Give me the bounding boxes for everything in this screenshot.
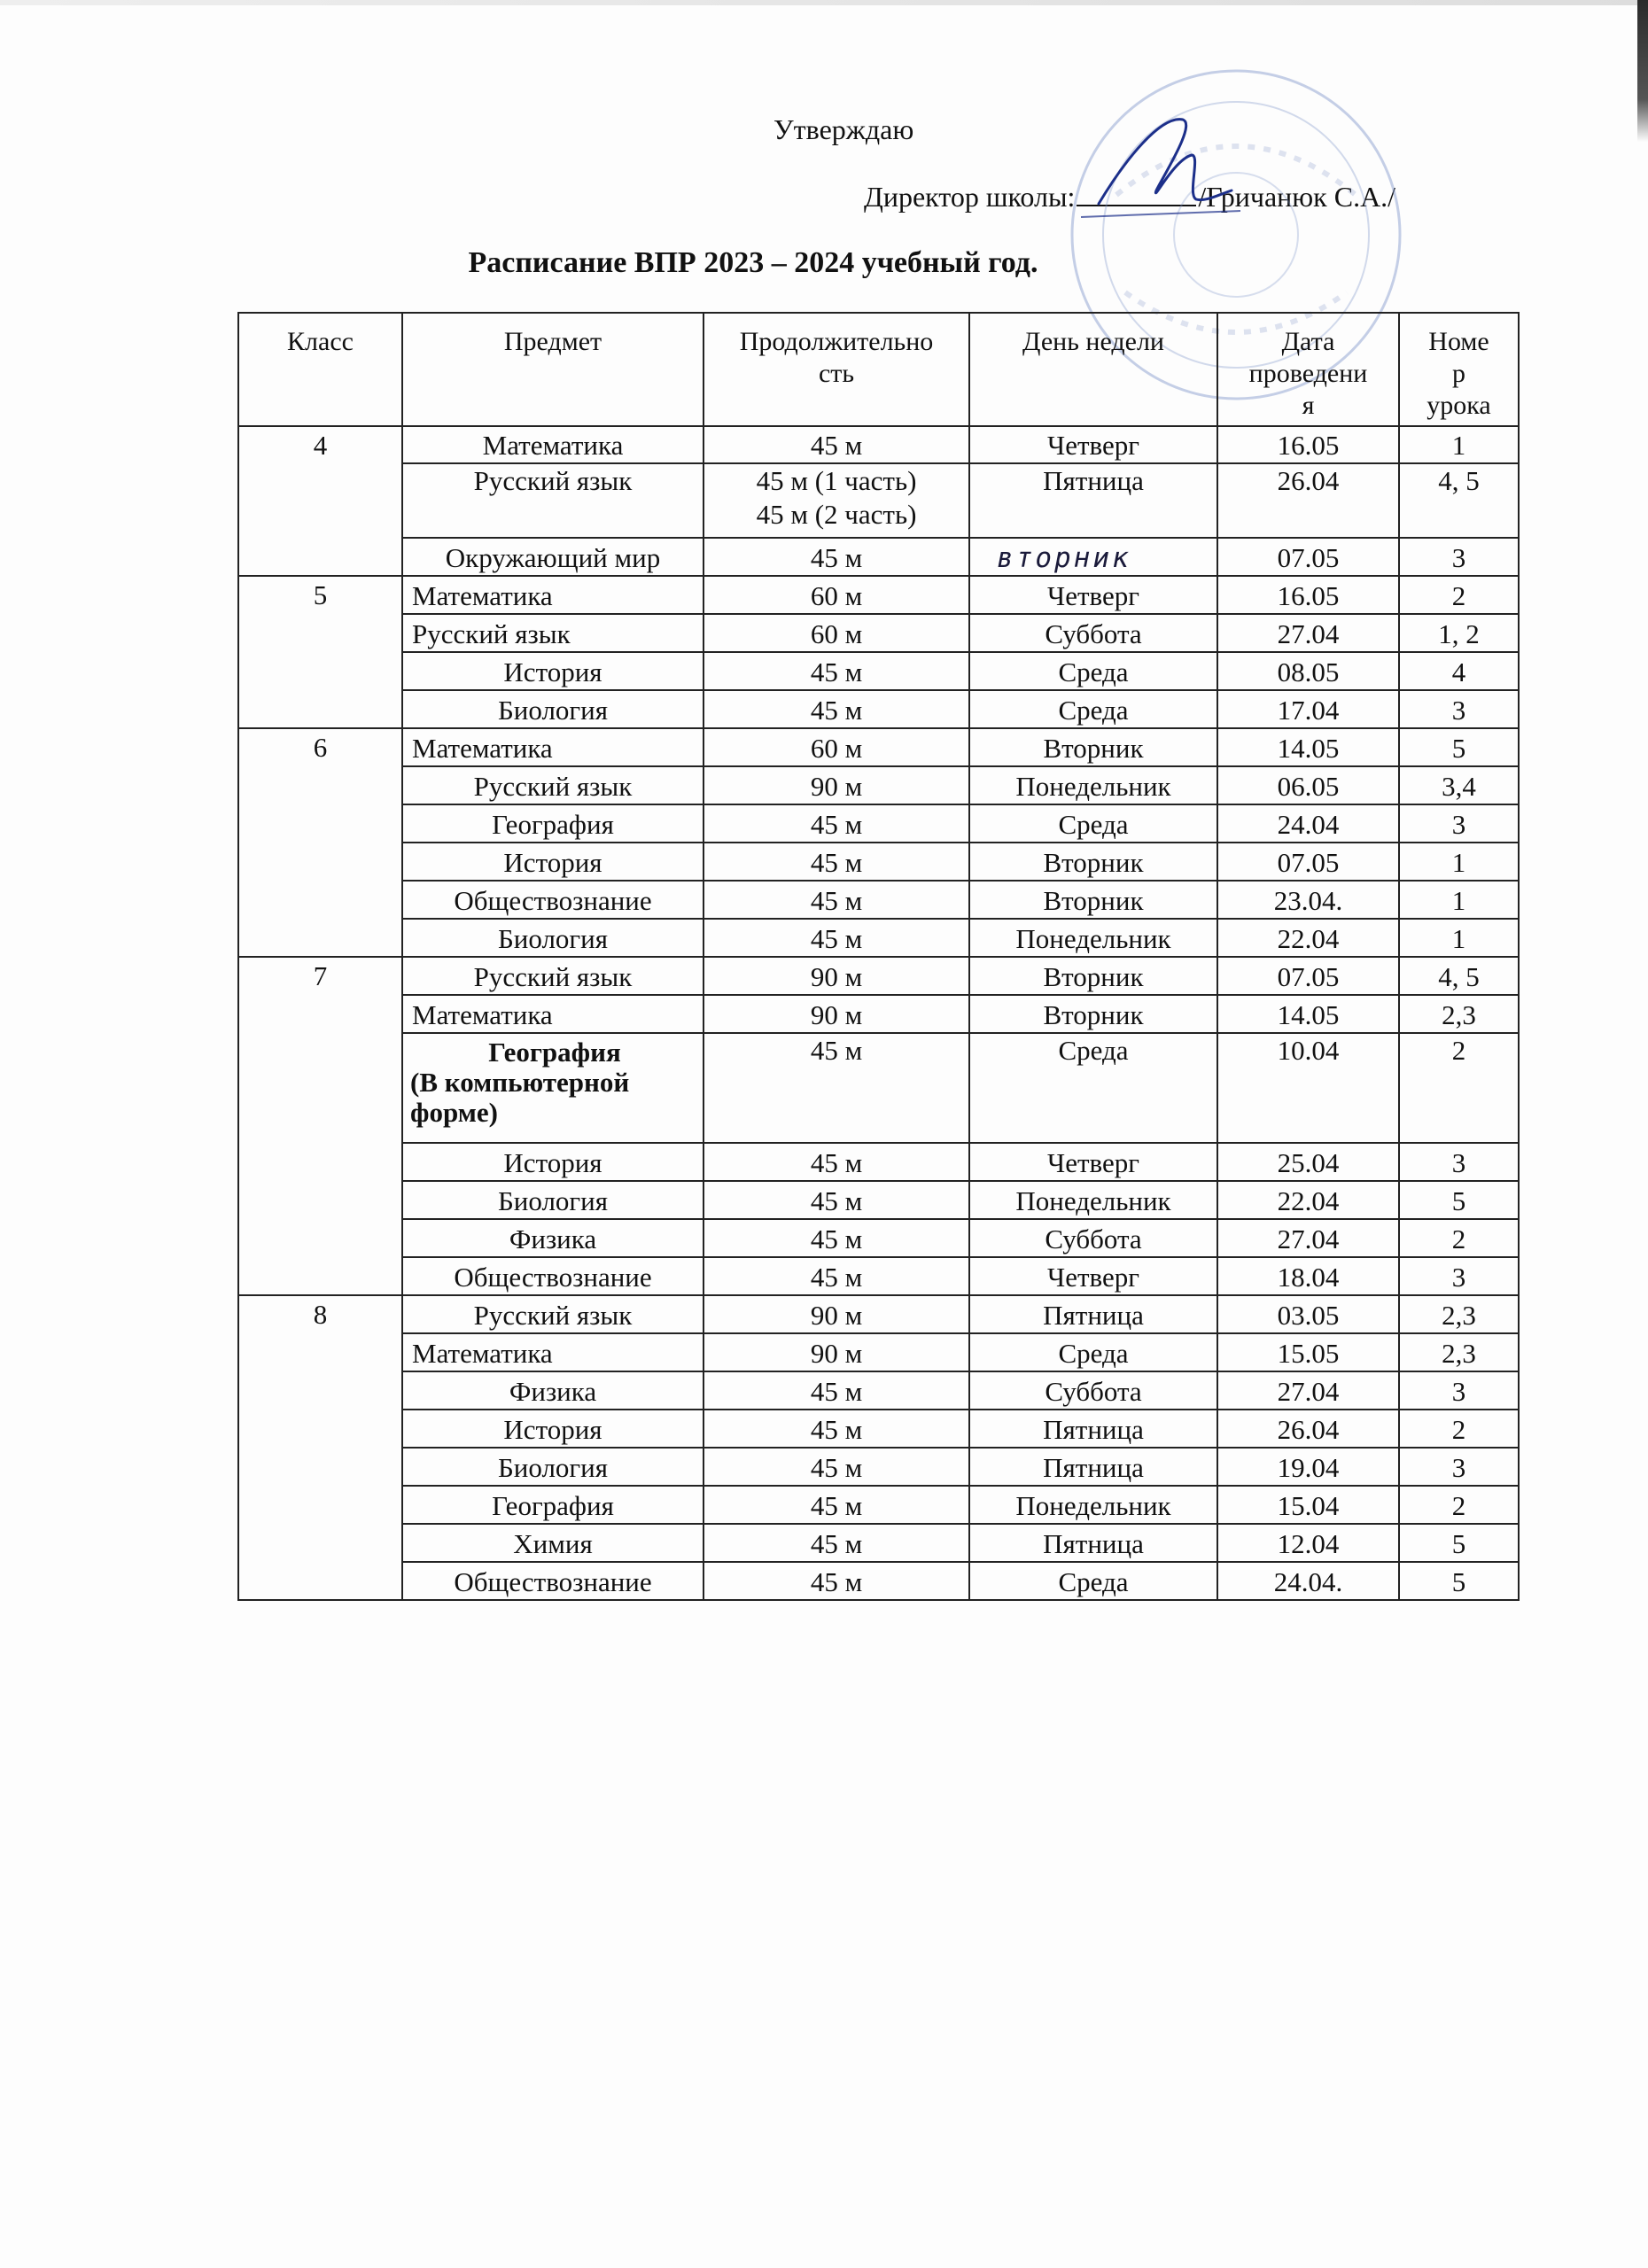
day-cell-handwritten: вторник bbox=[969, 538, 1217, 576]
director-label: Директор школы: bbox=[864, 181, 1076, 213]
duration-cell: 90 м bbox=[704, 957, 969, 995]
date-cell: 14.05 bbox=[1217, 728, 1399, 766]
duration-cell: 60 м bbox=[704, 614, 969, 652]
subject-cell: История bbox=[402, 1410, 704, 1448]
lesson-cell: 2 bbox=[1399, 1033, 1519, 1143]
duration-cell: 45 м bbox=[704, 652, 969, 690]
lesson-cell: 5 bbox=[1399, 728, 1519, 766]
date-cell: 24.04 bbox=[1217, 804, 1399, 843]
day-cell: Вторник bbox=[969, 995, 1217, 1033]
lesson-cell: 3,4 bbox=[1399, 766, 1519, 804]
table-row bbox=[238, 1562, 1519, 1600]
lesson-cell: 5 bbox=[1399, 1562, 1519, 1600]
lesson-cell: 2,3 bbox=[1399, 1295, 1519, 1333]
day-cell: Пятница bbox=[969, 1410, 1217, 1448]
grade-cell: 4 bbox=[238, 426, 402, 576]
date-cell: 15.05 bbox=[1217, 1333, 1399, 1371]
table-row bbox=[238, 1257, 1519, 1295]
table-row bbox=[238, 766, 1519, 804]
lesson-cell: 2,3 bbox=[1399, 995, 1519, 1033]
table-row bbox=[238, 1295, 1519, 1333]
subject-cell: Обществознание bbox=[402, 1562, 704, 1600]
table-row bbox=[238, 1486, 1519, 1524]
subject-cell: Биология bbox=[402, 1448, 704, 1486]
scan-top-edge bbox=[0, 0, 1648, 5]
duration-cell: 90 м bbox=[704, 1333, 969, 1371]
lesson-cell: 3 bbox=[1399, 1257, 1519, 1295]
day-cell: Вторник bbox=[969, 957, 1217, 995]
lesson-cell: 4, 5 bbox=[1399, 957, 1519, 995]
table-row bbox=[238, 804, 1519, 843]
day-cell: Пятница bbox=[969, 1295, 1217, 1333]
duration-cell: 45 м bbox=[704, 1562, 969, 1600]
date-cell: 15.04 bbox=[1217, 1486, 1399, 1524]
date-cell: 26.04 bbox=[1217, 1410, 1399, 1448]
subject-cell: Химия bbox=[402, 1524, 704, 1562]
day-cell: Суббота bbox=[969, 1371, 1217, 1410]
subject-cell: Математика bbox=[402, 1333, 704, 1371]
subject-cell: Обществознание bbox=[402, 1257, 704, 1295]
table-row bbox=[238, 1219, 1519, 1257]
duration-cell: 45 м bbox=[704, 843, 969, 881]
date-cell: 27.04 bbox=[1217, 614, 1399, 652]
date-cell: 19.04 bbox=[1217, 1448, 1399, 1486]
date-cell: 27.04 bbox=[1217, 1219, 1399, 1257]
duration-cell: 90 м bbox=[704, 995, 969, 1033]
subject-cell: Русский язык bbox=[402, 1295, 704, 1333]
duration-cell: 45 м bbox=[704, 881, 969, 919]
duration-cell: 45 м bbox=[704, 1371, 969, 1410]
day-cell: Вторник bbox=[969, 728, 1217, 766]
duration-cell: 45 м bbox=[704, 690, 969, 728]
date-cell: 14.05 bbox=[1217, 995, 1399, 1033]
date-cell: 22.04 bbox=[1217, 1181, 1399, 1219]
subject-cell: Русский язык bbox=[402, 957, 704, 995]
lesson-cell: 2 bbox=[1399, 1410, 1519, 1448]
subject-cell: Русский язык bbox=[402, 463, 704, 538]
duration-cell: 60 м bbox=[704, 728, 969, 766]
duration-cell: 45 м bbox=[704, 1486, 969, 1524]
table-row bbox=[238, 614, 1519, 652]
day-cell: Четверг bbox=[969, 426, 1217, 463]
duration-cell: 45 м bbox=[704, 919, 969, 957]
subject-cell: Русский язык bbox=[402, 766, 704, 804]
subject-cell: Обществознание bbox=[402, 881, 704, 919]
duration-cell: 45 м bbox=[704, 1143, 969, 1181]
table-row bbox=[238, 843, 1519, 881]
lesson-cell: 3 bbox=[1399, 538, 1519, 576]
duration-cell: 45 м bbox=[704, 1181, 969, 1219]
day-cell: Четверг bbox=[969, 1257, 1217, 1295]
subject-cell: Биология bbox=[402, 1181, 704, 1219]
vpr-schedule-table bbox=[237, 312, 1520, 1601]
subject-cell-computer-form: География (В компьютерной форме) bbox=[402, 1033, 704, 1143]
header-lesson: Номе р урока bbox=[1399, 313, 1519, 426]
table-row bbox=[238, 538, 1519, 576]
table-header-row bbox=[238, 313, 1519, 426]
duration-cell: 45 м (1 часть) 45 м (2 часть) bbox=[704, 463, 969, 538]
grade-cell: 6 bbox=[238, 728, 402, 957]
day-cell: Среда bbox=[969, 1333, 1217, 1371]
day-cell: Среда bbox=[969, 690, 1217, 728]
duration-cell: 45 м bbox=[704, 1219, 969, 1257]
table-row bbox=[238, 1371, 1519, 1410]
header-duration: Продолжительно сть bbox=[704, 313, 969, 426]
table-row bbox=[238, 1181, 1519, 1219]
table-row bbox=[238, 728, 1519, 766]
lesson-cell: 5 bbox=[1399, 1524, 1519, 1562]
day-cell: Среда bbox=[969, 652, 1217, 690]
date-cell: 23.04. bbox=[1217, 881, 1399, 919]
day-cell: Среда bbox=[969, 804, 1217, 843]
table-row bbox=[238, 919, 1519, 957]
table-row bbox=[238, 1448, 1519, 1486]
duration-cell: 45 м bbox=[704, 426, 969, 463]
header-date: Дата проведени я bbox=[1217, 313, 1399, 426]
header-day: День недели bbox=[969, 313, 1217, 426]
subject-cell: География bbox=[402, 1486, 704, 1524]
document-title: Расписание ВПР 2023 – 2024 учебный год. bbox=[468, 246, 1038, 279]
lesson-cell: 3 bbox=[1399, 1448, 1519, 1486]
day-cell: Пятница bbox=[969, 463, 1217, 538]
table-row bbox=[238, 881, 1519, 919]
table-row bbox=[238, 995, 1519, 1033]
subject-cell: География bbox=[402, 804, 704, 843]
table-row bbox=[238, 652, 1519, 690]
date-cell: 17.04 bbox=[1217, 690, 1399, 728]
approve-label: Утверждаю bbox=[773, 113, 914, 145]
day-cell: Четверг bbox=[969, 576, 1217, 614]
day-cell: Суббота bbox=[969, 614, 1217, 652]
subject-cell: Русский язык bbox=[402, 614, 704, 652]
director-line bbox=[864, 181, 1395, 214]
lesson-cell: 3 bbox=[1399, 804, 1519, 843]
lesson-cell: 3 bbox=[1399, 1143, 1519, 1181]
subject-cell: Математика bbox=[402, 426, 704, 463]
lesson-cell: 3 bbox=[1399, 690, 1519, 728]
day-cell: Четверг bbox=[969, 1143, 1217, 1181]
day-cell: Понедельник bbox=[969, 1181, 1217, 1219]
director-signature-icon bbox=[1063, 106, 1249, 239]
table-row bbox=[238, 1410, 1519, 1448]
lesson-cell: 5 bbox=[1399, 1181, 1519, 1219]
date-cell: 07.05 bbox=[1217, 843, 1399, 881]
lesson-cell: 1 bbox=[1399, 919, 1519, 957]
subject-cell: Биология bbox=[402, 690, 704, 728]
table-row bbox=[238, 426, 1519, 463]
date-cell: 22.04 bbox=[1217, 919, 1399, 957]
duration-cell: 45 м bbox=[704, 1524, 969, 1562]
day-cell: Понедельник bbox=[969, 766, 1217, 804]
date-cell: 16.05 bbox=[1217, 426, 1399, 463]
table-row bbox=[238, 1333, 1519, 1371]
lesson-cell: 2 bbox=[1399, 1219, 1519, 1257]
day-cell: Понедельник bbox=[969, 1486, 1217, 1524]
date-cell: 07.05 bbox=[1217, 957, 1399, 995]
subject-cell: История bbox=[402, 843, 704, 881]
date-cell: 10.04 bbox=[1217, 1033, 1399, 1143]
subject-cell: История bbox=[402, 652, 704, 690]
header-subject: Предмет bbox=[402, 313, 704, 426]
duration-cell: 45 м bbox=[704, 1033, 969, 1143]
lesson-cell: 2 bbox=[1399, 576, 1519, 614]
subject-cell: Математика bbox=[402, 576, 704, 614]
date-cell: 07.05 bbox=[1217, 538, 1399, 576]
table-row bbox=[238, 957, 1519, 995]
day-cell: Понедельник bbox=[969, 919, 1217, 957]
date-cell: 18.04 bbox=[1217, 1257, 1399, 1295]
date-cell: 25.04 bbox=[1217, 1143, 1399, 1181]
lesson-cell: 4, 5 bbox=[1399, 463, 1519, 538]
date-cell: 12.04 bbox=[1217, 1524, 1399, 1562]
duration-cell: 60 м bbox=[704, 576, 969, 614]
date-cell: 27.04 bbox=[1217, 1371, 1399, 1410]
subject-cell: Окружающий мир bbox=[402, 538, 704, 576]
grade-cell: 7 bbox=[238, 957, 402, 1295]
subject-cell: Математика bbox=[402, 995, 704, 1033]
day-cell: Пятница bbox=[969, 1524, 1217, 1562]
header-class: Класс bbox=[238, 313, 402, 426]
lesson-cell: 2,3 bbox=[1399, 1333, 1519, 1371]
date-cell: 16.05 bbox=[1217, 576, 1399, 614]
table-row bbox=[238, 576, 1519, 614]
scan-right-edge bbox=[1637, 0, 1648, 142]
day-cell: Вторник bbox=[969, 843, 1217, 881]
day-cell: Суббота bbox=[969, 1219, 1217, 1257]
date-cell: 03.05 bbox=[1217, 1295, 1399, 1333]
date-cell: 26.04 bbox=[1217, 463, 1399, 538]
duration-cell: 45 м bbox=[704, 804, 969, 843]
table-row bbox=[238, 690, 1519, 728]
subject-cell: Биология bbox=[402, 919, 704, 957]
duration-cell: 90 м bbox=[704, 1295, 969, 1333]
subject-cell: История bbox=[402, 1143, 704, 1181]
subject-cell: Математика bbox=[402, 728, 704, 766]
table-row bbox=[238, 1033, 1519, 1143]
lesson-cell: 3 bbox=[1399, 1371, 1519, 1410]
day-cell: Вторник bbox=[969, 881, 1217, 919]
lesson-cell: 2 bbox=[1399, 1486, 1519, 1524]
table-row bbox=[238, 1524, 1519, 1562]
date-cell: 24.04. bbox=[1217, 1562, 1399, 1600]
table-row bbox=[238, 463, 1519, 538]
duration-cell: 45 м bbox=[704, 1257, 969, 1295]
director-name: /Гричанюк С.А./ bbox=[1198, 181, 1396, 213]
lesson-cell: 1 bbox=[1399, 426, 1519, 463]
lesson-cell: 1 bbox=[1399, 843, 1519, 881]
lesson-cell: 1 bbox=[1399, 881, 1519, 919]
duration-cell: 45 м bbox=[704, 538, 969, 576]
day-cell: Среда bbox=[969, 1033, 1217, 1143]
subject-cell: Физика bbox=[402, 1219, 704, 1257]
duration-cell: 45 м bbox=[704, 1410, 969, 1448]
subject-cell: Физика bbox=[402, 1371, 704, 1410]
grade-cell: 8 bbox=[238, 1295, 402, 1600]
signature-line bbox=[1077, 205, 1196, 206]
date-cell: 08.05 bbox=[1217, 652, 1399, 690]
date-cell: 06.05 bbox=[1217, 766, 1399, 804]
day-cell: Среда bbox=[969, 1562, 1217, 1600]
lesson-cell: 1, 2 bbox=[1399, 614, 1519, 652]
lesson-cell: 4 bbox=[1399, 652, 1519, 690]
duration-cell: 90 м bbox=[704, 766, 969, 804]
duration-cell: 45 м bbox=[704, 1448, 969, 1486]
table-row bbox=[238, 1143, 1519, 1181]
grade-cell: 5 bbox=[238, 576, 402, 728]
day-cell: Пятница bbox=[969, 1448, 1217, 1486]
